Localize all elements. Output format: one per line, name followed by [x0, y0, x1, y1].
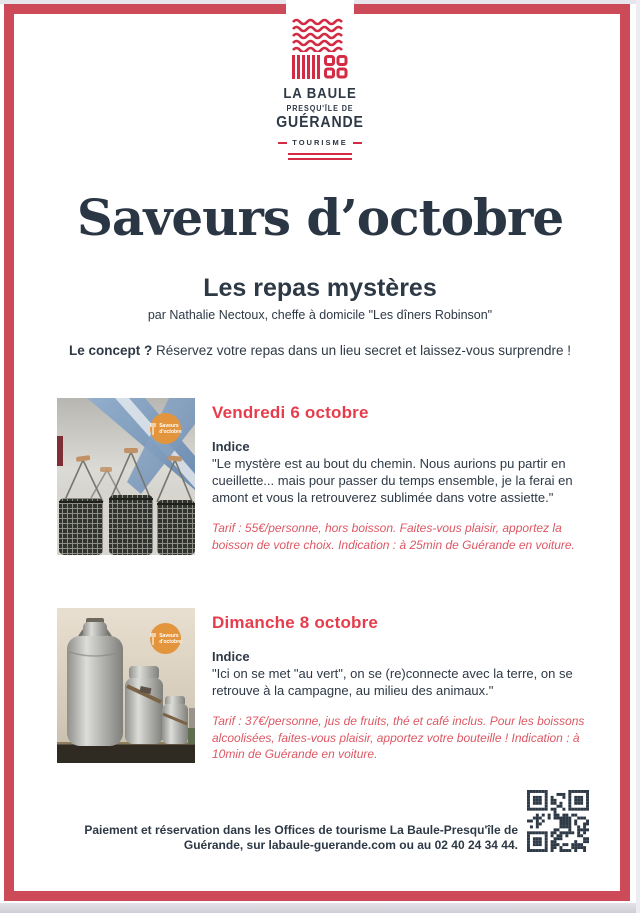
event-card-sunday	[57, 608, 585, 763]
indice-label: Indice	[212, 439, 250, 454]
saveurs-octobre-badge	[150, 413, 181, 444]
badge-line1: Saveurs	[159, 422, 179, 429]
byline: par Nathalie Nectoux, cheffe à domicile "Les dîners Robinson"	[147, 308, 493, 322]
page-title: Saveurs d’octobre	[76, 188, 564, 247]
fork-icon	[149, 632, 157, 646]
badge-line1: Saveurs	[159, 632, 179, 639]
event-details	[212, 398, 585, 555]
subtitle: Les repas mystères	[203, 274, 437, 302]
logo-tourisme-label: TOURISME	[292, 138, 348, 147]
footer-booking-info: Paiement et réservation dans les Offices de tourisme La Baule-Presqu'île de Guérande, sur labaule-guerande.com ou au 02 40 24 34 44.	[84, 823, 518, 852]
dash-right	[353, 142, 362, 144]
dash-left	[278, 142, 287, 144]
event-date: Vendredi 6 octobre	[212, 403, 369, 422]
event-date: Dimanche 8 octobre	[212, 613, 379, 632]
saveurs-octobre-badge	[150, 623, 181, 654]
page-edge-right	[636, 0, 640, 913]
event-details	[212, 608, 585, 763]
badge-text	[159, 633, 182, 645]
logo-line-guerande: GUÉRANDE	[276, 114, 364, 131]
logo-line-presquile: PRESQU'ÎLE DE	[286, 104, 354, 113]
tarif-text: Tarif : 55€/personne, hors boisson. Faites-vous plaisir, apportez la boisson de votre choix. Indication : à 25min de Guérande en voiture.	[212, 521, 575, 552]
concept-line	[0, 343, 640, 358]
concept-label: Le concept ?	[69, 343, 153, 358]
badge-text	[159, 423, 182, 435]
event-photo-wire-baskets	[57, 398, 195, 555]
concept-text: Réservez votre repas dans un lieu secret et laissez-vous surprendre !	[156, 343, 571, 358]
event-card-friday	[57, 398, 585, 555]
indice-label: Indice	[212, 649, 250, 664]
logo-notch	[286, 0, 354, 17]
badge-line2: d'octobre	[159, 428, 182, 435]
tourism-office-logo	[260, 18, 380, 163]
badge-line2: d'octobre	[159, 638, 182, 645]
tarif-text: Tarif : 37€/personne, jus de fruits, thé et café inclus. Pour les boissons alcoolisées, faites-vous plaisir, apportez votre bouteille ! Indication : à 10min de Guérande en voiture.	[212, 714, 585, 761]
stripes-and-squares-icon	[292, 55, 348, 79]
indice-text: "Ici on se met "au vert", on se (re)connecte avec la terre, on se retrouve à la campagne, au milieu des animaux."	[212, 666, 573, 698]
indice-text: "Le mystère est au bout du chemin. Nous aurions pu partir en cueillette... mais pour passer du temps ensemble, je la ferai en amont et vous la retrouverez sublimée dans votre assiette."	[212, 456, 573, 505]
waves-icon	[292, 18, 348, 52]
fork-icon	[149, 422, 157, 436]
qr-code	[527, 790, 589, 852]
logo-double-rule	[288, 153, 352, 160]
logo-tourisme-row	[260, 138, 380, 147]
page-edge-bottom	[0, 903, 640, 913]
event-photo-milk-churns	[57, 608, 195, 763]
logo-line-la-baule: LA BAULE	[283, 85, 357, 102]
